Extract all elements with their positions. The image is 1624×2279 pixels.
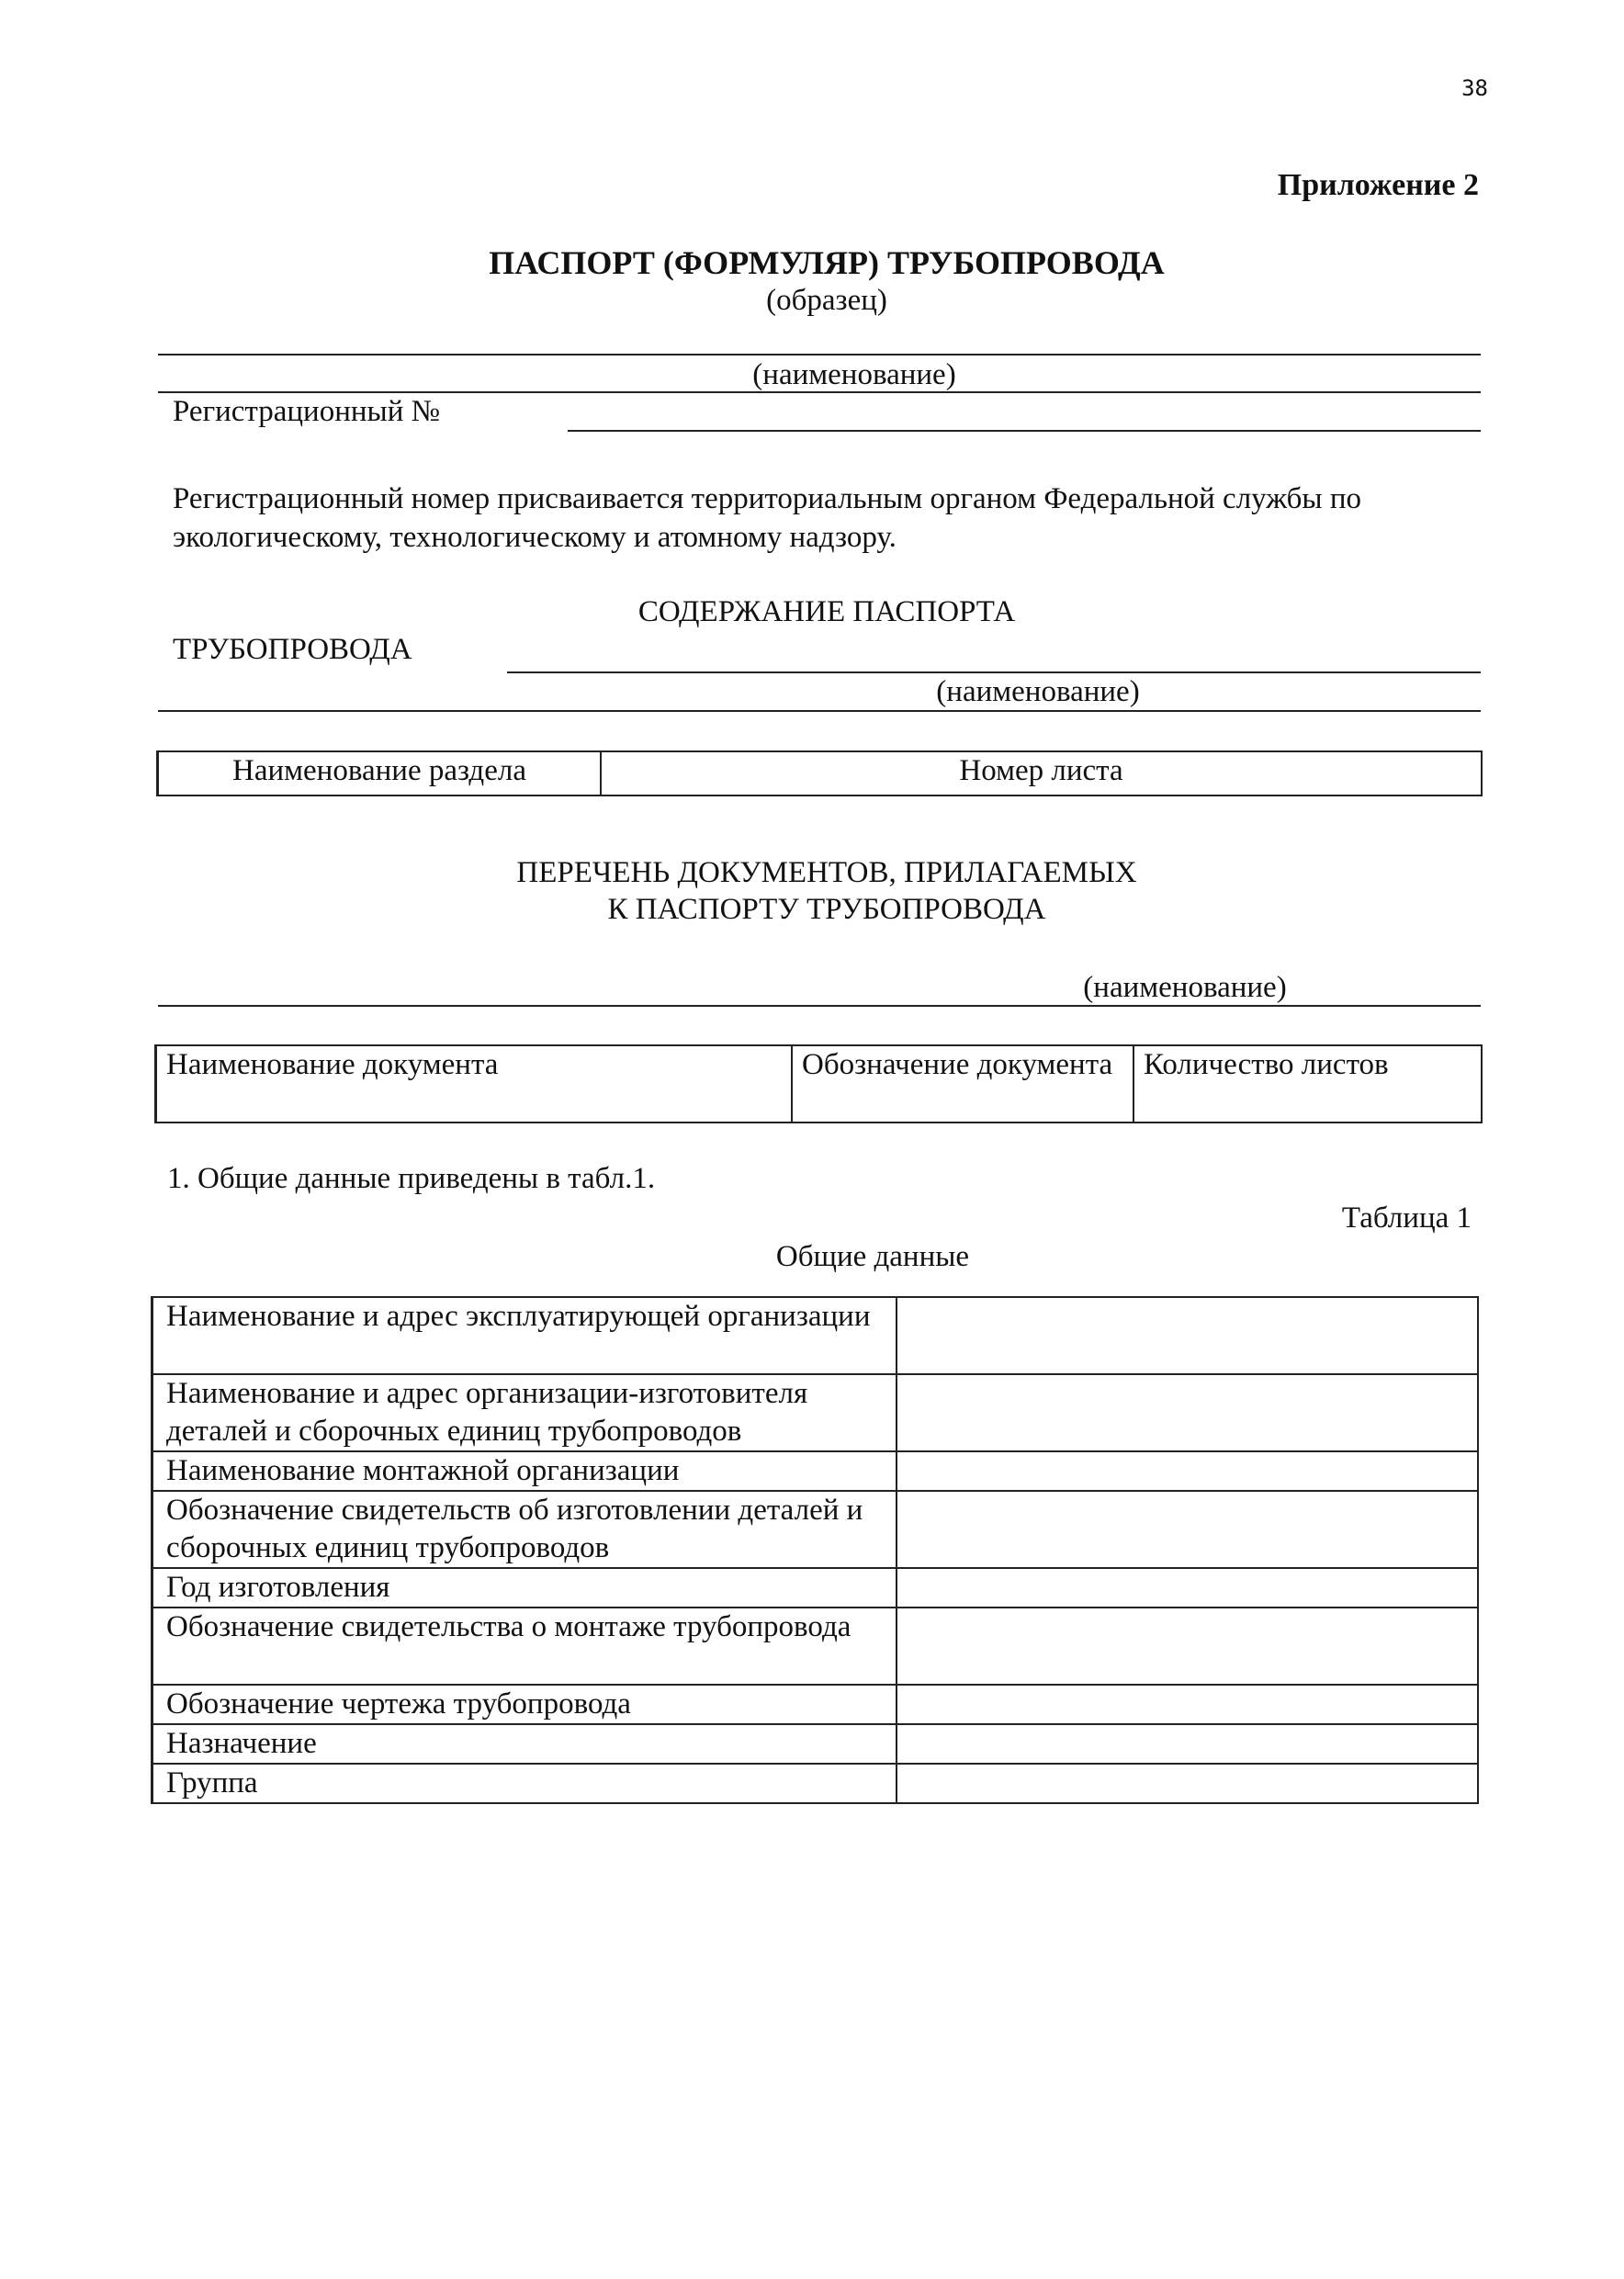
contents-pipeline-label: ТРУБОПРОВОДА [173,633,412,666]
page-number: 38 [1461,75,1488,101]
column-header: Количество листов [1133,1045,1482,1123]
value-cell [897,1685,1478,1724]
documents-table [154,1044,1483,1123]
general-data-table [151,1296,1479,1804]
document-subtitle: (образец) [766,284,887,317]
document-title: ПАСПОРТ (ФОРМУЛЯР) ТРУБОПРОВОДА [489,244,1165,281]
row-label: Обозначение свидетельства о монтаже трубопровода [152,1608,897,1685]
documents-heading-line1: ПЕРЕЧЕНЬ ДОКУМЕНТОВ, ПРИЛАГАЕМЫХ [516,856,1137,889]
registration-number-line [568,430,1481,432]
table-row [152,1568,1479,1608]
value-cell [897,1451,1478,1491]
table-row [152,1491,1479,1568]
contents-heading: СОДЕРЖАНИЕ ПАСПОРТА [637,595,1016,628]
name-line [158,354,1481,355]
value-cell [897,1608,1478,1685]
table-row [152,1451,1479,1491]
value-cell [897,1491,1478,1568]
row-label: Год изготовления [152,1568,897,1608]
registration-label: Регистрационный № [173,395,441,428]
row-label: Назначение [152,1724,897,1764]
documents-name-caption: (наименование) [1083,971,1287,1004]
table-row [152,1764,1479,1803]
row-label: Обозначение свидетельств об изготовлении деталей и сборочных единиц трубопроводов [152,1491,897,1568]
column-header: Наименование раздела [158,751,602,795]
row-label: Наименование монтажной организации [152,1451,897,1491]
table-label: Таблица 1 [1341,1202,1472,1235]
appendix-label: Приложение 2 [1277,168,1479,202]
table-header-row [158,751,1483,795]
row-label: Группа [152,1764,897,1803]
table-row [152,1724,1479,1764]
name-caption: (наименование) [752,358,956,391]
value-cell [897,1724,1478,1764]
table-header-row [156,1045,1483,1123]
documents-heading-line2: К ПАСПОРТУ ТРУБОПРОВОДА [607,893,1046,926]
registration-note: Регистрационный номер присваивается территориальным органом Федеральной службы по экологическому, технологическому и атомному надзору. [173,482,1361,554]
contents-name-caption: (наименование) [936,675,1140,708]
table-title: Общие данные [775,1240,970,1273]
column-header: Номер листа [601,751,1482,795]
value-cell [897,1764,1478,1803]
value-cell [897,1374,1478,1451]
table-row [152,1685,1479,1724]
table-row [152,1374,1479,1451]
general-intro: 1. Общие данные приведены в табл.1. [167,1162,656,1195]
contents-table [156,750,1483,796]
row-label: Наименование и адрес эксплуатирующей организации [152,1297,897,1374]
documents-name-line [158,1005,1481,1007]
contents-caption-line [158,710,1481,712]
table-row [152,1297,1479,1374]
column-header: Наименование документа [156,1045,793,1123]
value-cell [897,1297,1478,1374]
row-label: Наименование и адрес организации-изготовителя деталей и сборочных единиц трубопроводов [152,1374,897,1451]
table-row [152,1608,1479,1685]
value-cell [897,1568,1478,1608]
column-header: Обозначение документа [792,1045,1133,1123]
row-label: Обозначение чертежа трубопровода [152,1685,897,1724]
